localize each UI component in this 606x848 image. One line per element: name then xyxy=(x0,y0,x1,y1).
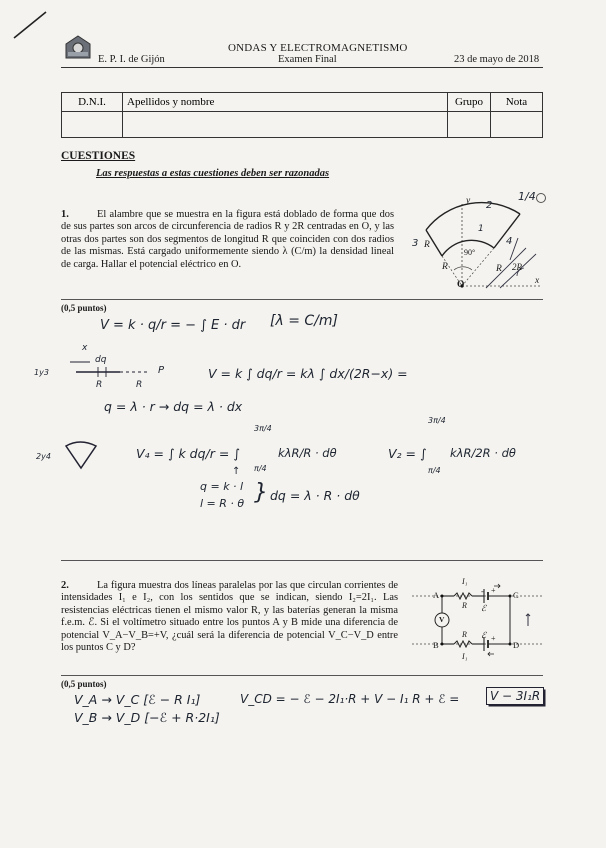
fig1-note-4: 4 xyxy=(506,236,513,247)
question2-text: La figura muestra dos líneas paralelas por las que circulan corrientes de intensidades I₁ e I₂, con los sentidos que se indican, siendo I₂=2I₁. Las resistencias eléctricas tienen el mismo valor R, y las baterías generan la misma f.e.m. ℰ. Si el voltímetro situado entre los puntos A y B mide una diferencia de potencial V_A−V_B=+V, ¿cuál será la diferencia de potencial V_C−V_D entre los puntos C y D? xyxy=(61,580,398,654)
fig1-angle: 90° xyxy=(464,248,476,257)
fig1-note-2: 2 xyxy=(486,200,493,211)
fig2-emf-bottom: ℰ xyxy=(481,630,487,640)
fig2-current-bottom: I₁ xyxy=(462,652,468,661)
q1-line5a: q = k · l xyxy=(200,480,244,493)
fig2-resistor-bottom: R xyxy=(462,630,467,639)
q1-lambda-box: [λ = C/m] xyxy=(270,313,338,329)
q1-brace-arrow: ↑ xyxy=(232,466,241,477)
student-id-table xyxy=(61,92,543,138)
fig2-label-d: D xyxy=(513,640,520,650)
fig1-origin: O xyxy=(457,280,465,290)
group-cell[interactable] xyxy=(448,112,491,138)
fig1-radius-left-inner: R xyxy=(442,262,448,272)
fig2-label-b: B xyxy=(433,640,439,650)
q1-brace: } xyxy=(254,480,268,505)
question1-points: (0,5 puntos) xyxy=(61,303,107,313)
question2-points: (0,5 puntos) xyxy=(61,679,107,689)
col-name-header: Apellidos y nombre xyxy=(123,93,448,112)
q2-line2: V_B → V_D [−ℰ + R·2I₁] xyxy=(74,710,220,725)
grade-cell[interactable] xyxy=(491,112,543,138)
question1-figure xyxy=(414,198,544,290)
q1-arc-sketch xyxy=(62,440,102,472)
q1-line4-lower-limit: π/4 xyxy=(254,464,267,473)
fig1-radius-right: R xyxy=(496,264,502,274)
col-group-header: Grupo xyxy=(448,93,491,112)
fig1-radius-2r: 2R xyxy=(512,262,522,272)
q1-line5c: dq = λ · R · dθ xyxy=(270,488,360,503)
fig2-resistor-top: R xyxy=(462,601,467,610)
question1-separator xyxy=(61,299,543,300)
q2-result-box: V − 3I₁R xyxy=(486,687,544,705)
fig1-axis-y: y xyxy=(466,196,471,206)
fig2-label-c: C xyxy=(513,590,519,600)
fig2-minus-top: - xyxy=(481,587,484,596)
exam-date: 23 de mayo de 2018 xyxy=(454,54,540,65)
q1-line3: q = λ · r → dq = λ · dx xyxy=(104,399,243,414)
dni-cell[interactable] xyxy=(62,112,123,138)
q1-line4-upper-limit: 3π/4 xyxy=(254,424,272,433)
q1-sketch-r2: R xyxy=(136,380,143,390)
fig1-axis-x: x xyxy=(535,276,540,286)
question2-number: 2. xyxy=(61,580,69,591)
institution-name: E. P. I. de Gijón xyxy=(98,54,165,65)
fig2-plus-bottom: + xyxy=(491,634,496,643)
q1-sketch-dq: dq xyxy=(95,355,107,365)
question1-text: El alambre que se muestra en la figura está doblado de forma que dos de sus partes son arcos de circunferencia de radios R y 2R centradas en O, y las otras dos partes son dos segmentos de longitud R que coinciden con dos radios de las mismas. Está cargado uniformemente siendo λ (C/m) la densidad lineal de carga. Hallar el potencial eléctrico en O. xyxy=(61,209,394,270)
q1-line4c: V₂ = ∫ xyxy=(388,446,427,461)
fig1-note-3: 3 xyxy=(412,238,419,249)
exam-type: Examen Final xyxy=(278,54,337,65)
q1-line4c-lower-limit: π/4 xyxy=(428,466,441,475)
q1-line1: V = k · q/r = − ∫ E · dr xyxy=(100,318,246,333)
q1-sketch-r1: R xyxy=(96,380,103,390)
page-mid-rule xyxy=(61,560,543,561)
course-title: ONDAS Y ELECTROMAGNETISMO xyxy=(228,42,408,54)
col-dni-header: D.N.I. xyxy=(62,93,123,112)
fig2-current-top: I₁ xyxy=(462,577,468,586)
q1-line4a: V₄ = ∫ k dq/r = ∫ xyxy=(136,446,240,461)
fig1-radius-left: R xyxy=(424,240,430,250)
q1-sketch-x: x xyxy=(82,343,88,353)
question1-number: 1. xyxy=(61,209,69,220)
fig2-voltmeter-icon: V xyxy=(439,615,445,624)
fig2-plus-top: + xyxy=(491,586,496,595)
q1-line5b: l = R · θ xyxy=(200,497,245,510)
q1-check-circle-icon xyxy=(536,193,546,203)
q2-result: V_CD = − ℰ − 2I₁·R + V − I₁ R + ℰ = xyxy=(240,692,460,706)
q1-line4c-upper-limit: 3π/4 xyxy=(428,416,446,425)
q2-line1: V_A → V_C [ℰ − R I₁] xyxy=(74,692,201,707)
q1-arc-tag: 2y4 xyxy=(36,452,51,461)
q1-line2: V = k ∫ dq/r = kλ ∫ dx/(2R−x) = xyxy=(208,366,408,381)
q1-line4b: kλR/R · dθ xyxy=(278,446,337,460)
q1-sketch-tag: 1y3 xyxy=(34,368,49,377)
fig2-emf-top: ℰ xyxy=(481,603,487,613)
header-rule xyxy=(61,67,543,68)
question2-separator xyxy=(61,675,543,676)
question2-circuit xyxy=(410,582,546,662)
section-title: CUESTIONES xyxy=(61,150,136,162)
fig1-note-1: 1 xyxy=(478,224,484,234)
section-subtitle: Las respuestas a estas cuestiones deben ser razonadas xyxy=(96,168,330,179)
q1-line4d: kλR/2R · dθ xyxy=(450,446,516,460)
col-grade-header: Nota xyxy=(491,93,543,112)
name-cell[interactable] xyxy=(123,112,448,138)
q1-sketch-p: P xyxy=(158,365,165,376)
q1-margin-mark: 1/4 xyxy=(518,190,536,203)
fig2-label-a: A xyxy=(433,590,440,600)
university-logo-icon xyxy=(64,34,92,60)
